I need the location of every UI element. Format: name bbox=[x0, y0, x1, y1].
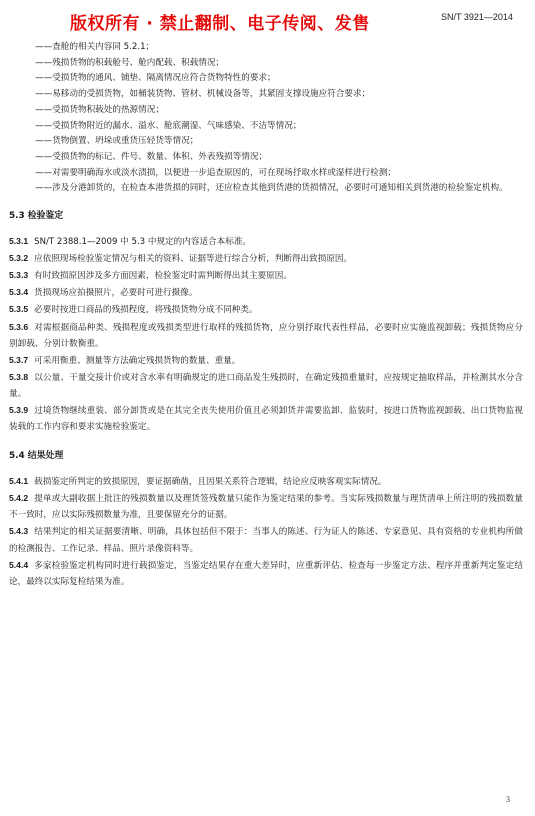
clause-text: SN/T 2388.1—2009 中 5.3 中规定的内容适合本标准。 bbox=[34, 237, 252, 248]
clause-number: 5.3.5 bbox=[9, 304, 29, 315]
clause-number: 5.4.4 bbox=[9, 559, 29, 570]
clause-5-4-2 bbox=[9, 490, 523, 523]
clause-text: 载损鉴定所判定的致损原因，要证据确凿，且因果关系符合逻辑，结论应反映客观实际情况。 bbox=[34, 477, 387, 488]
document-body bbox=[9, 40, 523, 590]
dash-list bbox=[9, 40, 523, 197]
clause-number: 5.3.9 bbox=[9, 404, 29, 415]
list-item: ——受损货物的通风、铺垫、隔离情况应符合货物特性的要求； bbox=[35, 73, 276, 84]
section-heading-5-4: 5.4 结果处理 bbox=[9, 451, 64, 462]
clause-number: 5.3.7 bbox=[9, 354, 29, 365]
clause-5-3-1 bbox=[9, 233, 523, 250]
clause-text: 货损现场应拍摄照片，必要时可进行摄像。 bbox=[34, 288, 198, 299]
clause-number: 5.3.3 bbox=[9, 270, 29, 281]
clause-number: 5.3.2 bbox=[9, 253, 29, 264]
clause-text: 对需根据商品种类、残损程度或残损类型进行取样的残损货物，应分别抒取代表性样品，必要时应实施监视卸载；残损货物应分别卸载、分别计数衡重。 bbox=[9, 322, 523, 349]
clause-5-3-7 bbox=[9, 352, 523, 369]
list-item: ——受损货物的标记、件号、数量、体积、外表残损等情况； bbox=[35, 151, 268, 162]
clause-text: 应依照现场检验鉴定情况与相关的资料、证据等进行综合分析，判断得出致损原因。 bbox=[34, 254, 353, 265]
clause-text: 多家检验鉴定机构同时进行载损鉴定，当鉴定结果存在重大差异时，应重新评估、检查每一步鉴定方法、程序并重新判定鉴定结论，最终以实际复检结果为准。 bbox=[9, 560, 523, 587]
clause-text: 结果判定的相关证据要清晰、明确，具体包括但不限于：当事人的陈述、行为证人的陈述、专家意见、具有资格的专业机构所做的检测报告、工作记录、样品、照片录像资料等。 bbox=[9, 527, 523, 554]
clause-number: 5.4.3 bbox=[9, 526, 29, 537]
clause-number: 5.3.6 bbox=[9, 321, 29, 332]
list-item: ——货物倒置、坍垛或重货压轻货等情况； bbox=[35, 136, 199, 147]
page-number: 3 bbox=[506, 795, 510, 804]
clause-number: 5.3.8 bbox=[9, 371, 29, 382]
list-item: ——查舱的相关内容同 5.2.1； bbox=[35, 42, 155, 52]
clause-5-3-5 bbox=[9, 301, 523, 318]
list-item: ——涉及分港卸货的，在检查本港货损的同时，还应检查其他到货港的货损情况，必要时可通知相关到货港的检验鉴定机构。 bbox=[35, 183, 508, 194]
clause-number: 5.3.4 bbox=[9, 287, 29, 298]
standard-code: SN/T 3921—2014 bbox=[441, 12, 513, 22]
clause-text: 过境货物继续重装、部分卸货或是在其完全丧失使用价值且必须卸货并需要监卸、监装时，按进口货物监视卸载、出口货物监视装载的工作内容和要求实施检验鉴定。 bbox=[9, 405, 523, 433]
clause-text: 有时致损原因涉及多方面因素，检验鉴定时需判断得出其主要原因。 bbox=[34, 271, 292, 282]
clause-5-4-4 bbox=[9, 557, 523, 590]
clause-text: 必要时按进口商品的残损程度，将残损货物分成不同种类。 bbox=[34, 305, 258, 316]
clause-5-3-6 bbox=[9, 319, 523, 352]
clause-text: 以公量、干量交接计价或对含水率有明确规定的进口商品发生残损时，在确定残损重量时，应按规定抽取样品，并检测其水分含量。 bbox=[9, 372, 523, 399]
clause-5-4-3 bbox=[9, 523, 523, 556]
clause-5-3-3 bbox=[9, 267, 523, 284]
clause-number: 5.4.1 bbox=[9, 476, 29, 487]
clause-5-3-9 bbox=[9, 402, 523, 435]
clause-text: 提单或大副收据上批注的残损数量以及理货签残数量只能作为鉴定结果的参考。当实际残损数量与理货清单上所注明的残损数量不一致时，应以实际残损数量为准，且要保留充分的证据。 bbox=[9, 494, 523, 521]
section-heading-5-3: 5.3 检验鉴定 bbox=[9, 211, 64, 222]
clause-5-3-8 bbox=[9, 369, 523, 402]
list-item: ——受损货物积载处的热源情况； bbox=[35, 104, 164, 115]
clause-number: 5.3.1 bbox=[9, 236, 29, 247]
clause-5-3-4 bbox=[9, 284, 523, 301]
list-item: ——对需要明确海水或淡水渍损，以便进一步追查原因的，可在现场抒取水样或湿样进行检测； bbox=[35, 167, 396, 178]
copyright-watermark: 版权所有 · 禁止翻制、电子传阅、发售 bbox=[70, 14, 370, 34]
clause-number: 5.4.2 bbox=[9, 493, 29, 504]
list-item: ——受损货物附近的漏水、溢水、舱底潮湿、气味感染、不洁等情况； bbox=[35, 120, 302, 131]
clause-5-3-2 bbox=[9, 250, 523, 267]
section-5-3 bbox=[9, 233, 523, 435]
clause-5-4-1 bbox=[9, 473, 523, 490]
clause-text: 可采用衡重、测量等方法确定残损货物的数量、重量。 bbox=[34, 355, 241, 366]
list-item: ——易移动的受损货物，如桶装货物、管材、机械设备等，其紧固支撑设施应符合要求； bbox=[35, 89, 371, 100]
section-5-4 bbox=[9, 473, 523, 590]
list-item: ——残损货物的积载舱号、舱内配载、积载情况； bbox=[35, 57, 225, 68]
